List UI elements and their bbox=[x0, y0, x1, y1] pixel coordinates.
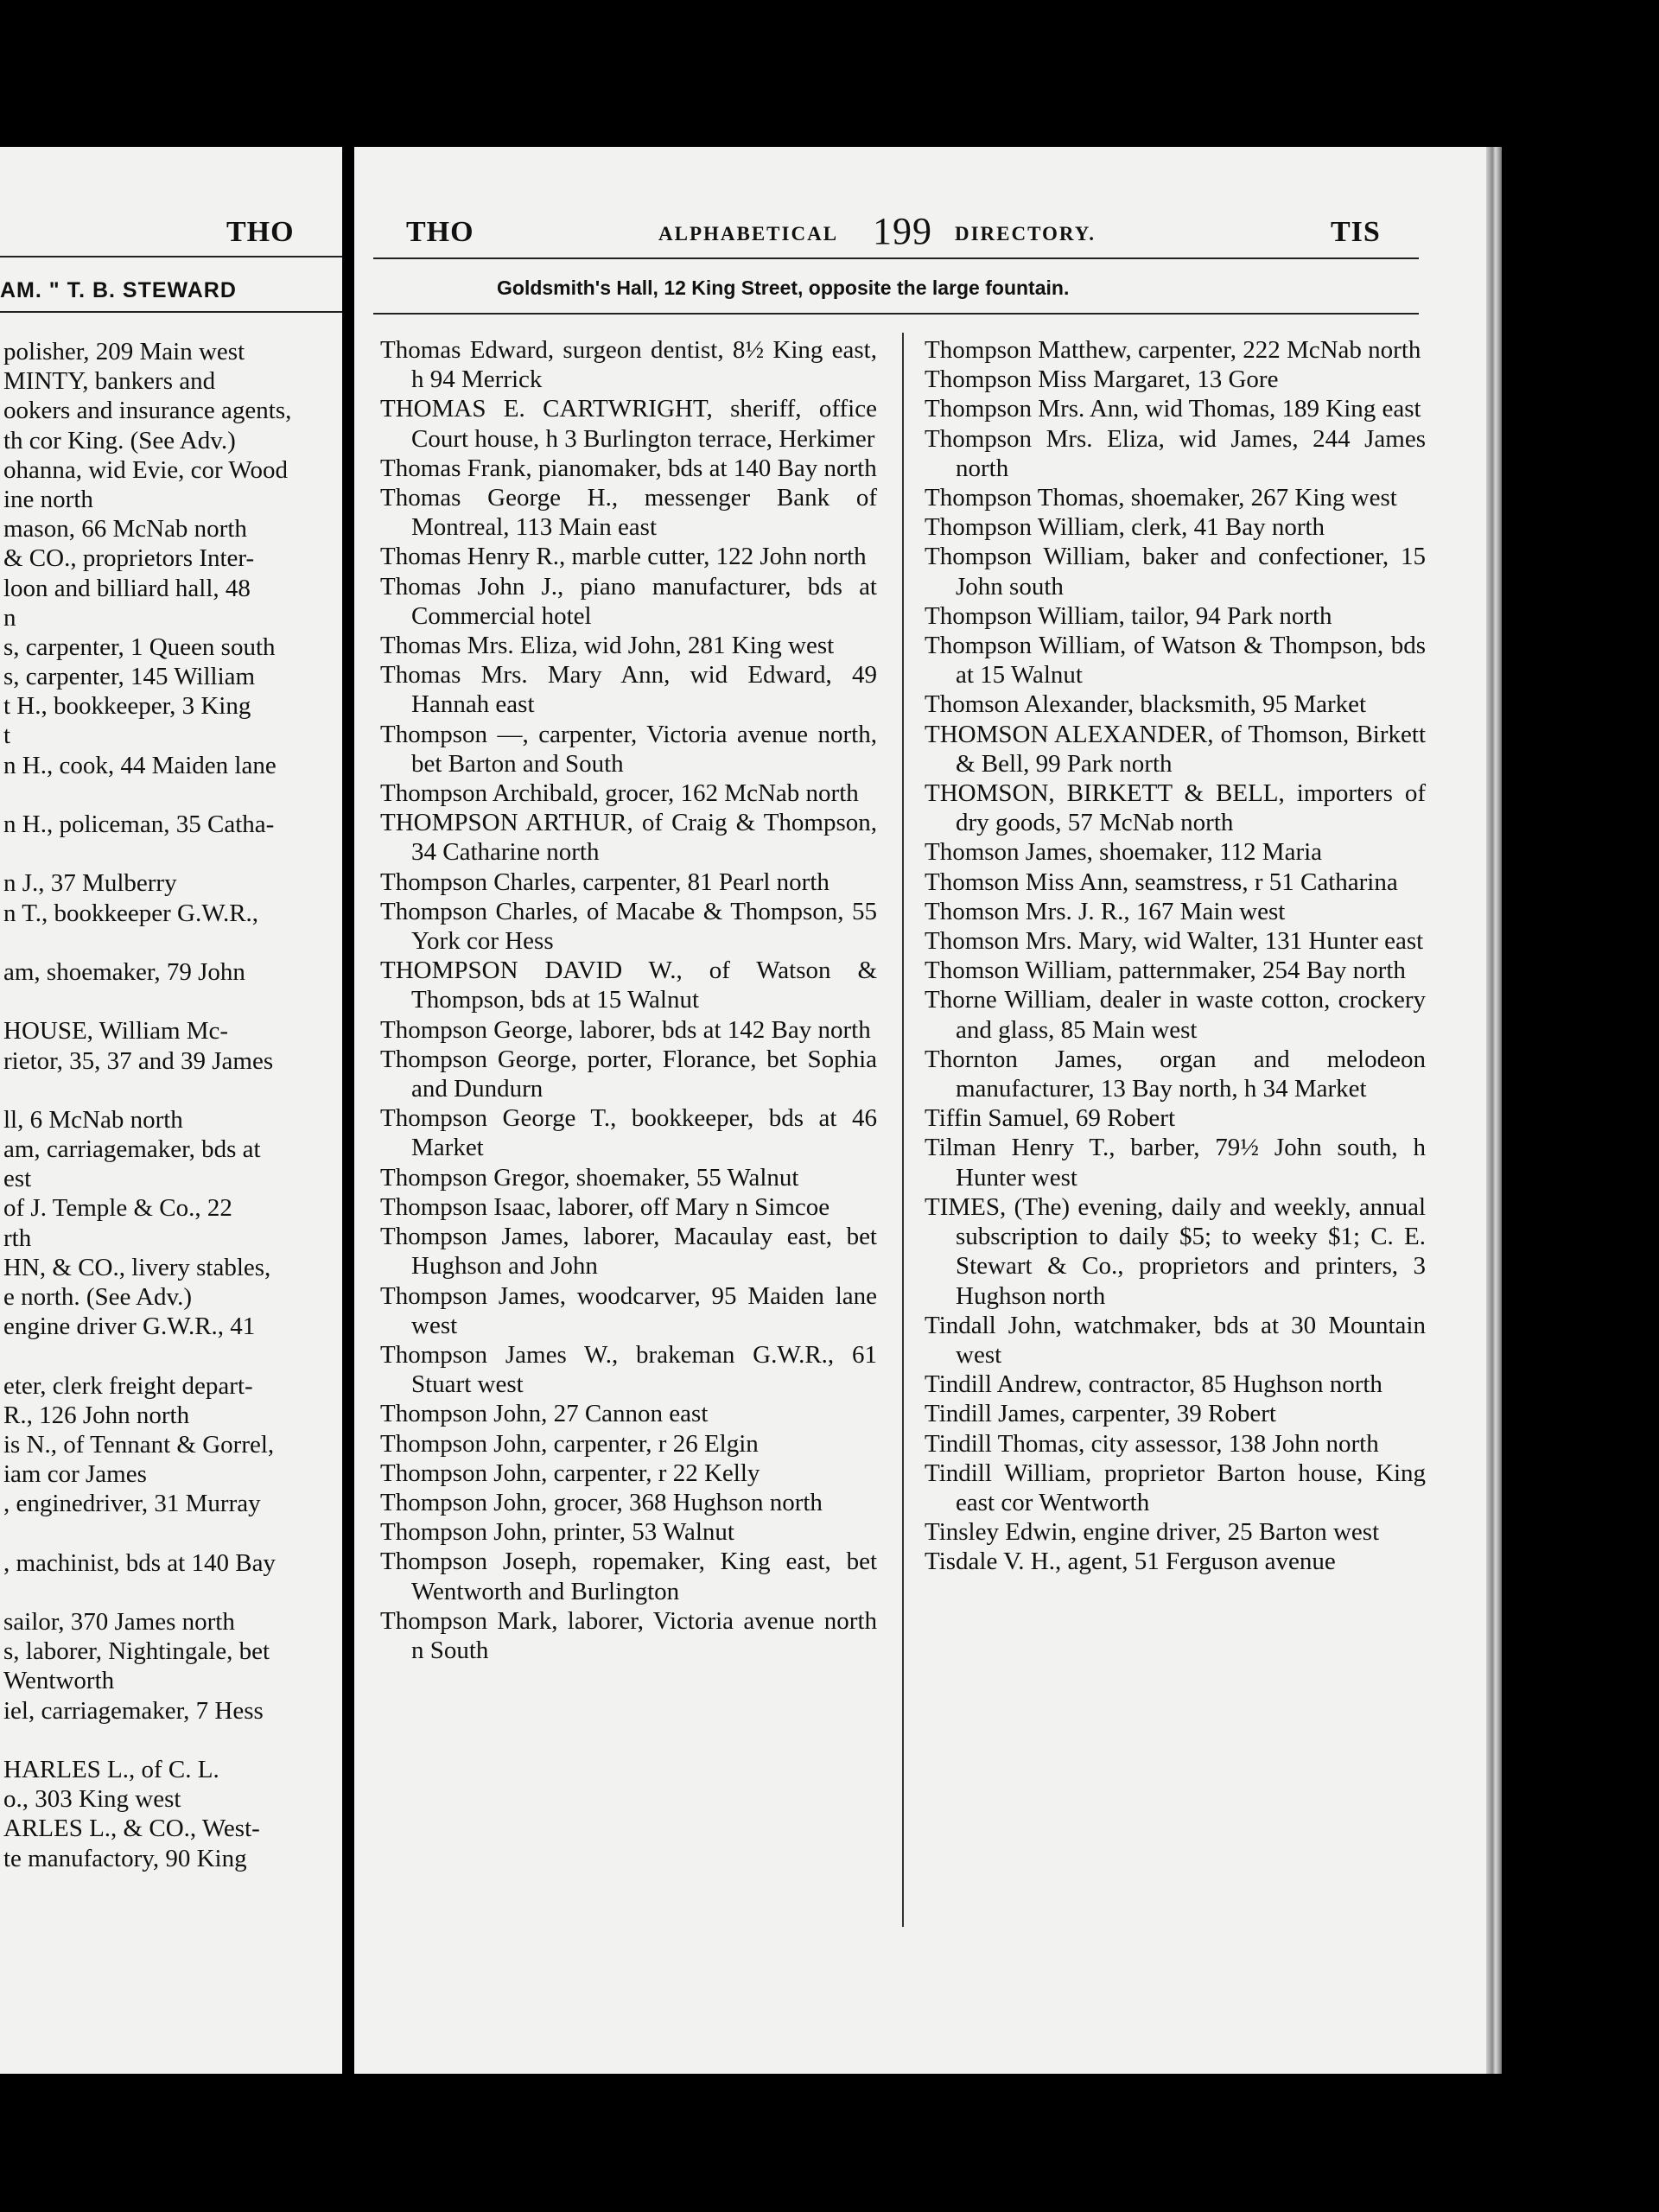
directory-line-fragment: t bbox=[3, 721, 11, 750]
directory-line-fragment: n bbox=[3, 603, 16, 632]
directory-entry: Tinsley Edwin, engine driver, 25 Barton west bbox=[925, 1518, 1380, 1547]
directory-line-fragment: est bbox=[3, 1165, 32, 1193]
directory-entry: Thompson John, carpenter, r 22 Kelly bbox=[380, 1459, 760, 1487]
directory-entry: THOMSON, BIRKETT & BELL, importers of dry goods, 57 McNab north bbox=[925, 779, 1426, 837]
directory-entry: Thomson Miss Ann, seamstress, r 51 Catharina bbox=[925, 868, 1398, 896]
directory-line-fragment: HARLES L., of C. L. bbox=[3, 1756, 219, 1783]
directory-entry: Thompson Mrs. Ann, wid Thomas, 189 King east bbox=[925, 395, 1421, 423]
directory-entry: Thompson William, of Watson & Thompson, bds at 15 Walnut bbox=[925, 632, 1426, 690]
directory-entry: Thompson Gregor, shoemaker, 55 Walnut bbox=[380, 1163, 799, 1192]
directory-entry: Thompson John, printer, 53 Walnut bbox=[380, 1518, 734, 1547]
directory-entry: Thompson —, carpenter, Victoria avenue north, bet Barton and South bbox=[380, 720, 877, 778]
directory-entry: TIMES, (The) evening, daily and weekly, annual subscription to daily $5; to weeky $1; C. E. Stewart & Co., proprietors and printers, 3 Hughson north bbox=[925, 1192, 1426, 1310]
directory-entry: Thomas Henry R., marble cutter, 122 John north bbox=[380, 543, 867, 571]
directory-line-fragment bbox=[3, 1519, 327, 1548]
directory-line-fragment: n J., 37 Mulberry bbox=[3, 869, 177, 898]
left-column bbox=[3, 337, 327, 1873]
directory-entry: Thomson James, shoemaker, 112 Maria bbox=[925, 838, 1323, 867]
directory-line-fragment bbox=[3, 1341, 327, 1370]
left-header-rule bbox=[0, 256, 342, 257]
directory-line-fragment: sailor, 370 James north bbox=[3, 1608, 235, 1637]
directory-entry: Thompson John, grocer, 368 Hughson north bbox=[380, 1488, 823, 1516]
directory-line-fragment: iam cor James bbox=[3, 1460, 147, 1489]
directory-entry: Thomas John J., piano manufacturer, bds at Commercial hotel bbox=[380, 572, 877, 630]
directory-entry: Thomson Mrs. J. R., 167 Main west bbox=[925, 897, 1286, 925]
directory-line-fragment: loon and billiard hall, 48 bbox=[3, 574, 251, 602]
directory-line-fragment: is N., of Tennant & Gorrel, bbox=[3, 1430, 275, 1459]
directory-entry: Tindill Andrew, contractor, 85 Hughson north bbox=[925, 1370, 1382, 1399]
directory-line-fragment: s, laborer, Nightingale, bet bbox=[3, 1637, 270, 1666]
directory-line-fragment: rietor, 35, 37 and 39 James bbox=[3, 1046, 274, 1075]
directory-line-fragment bbox=[3, 1578, 327, 1607]
directory-entry: Tisdale V. H., agent, 51 Ferguson avenue bbox=[925, 1548, 1336, 1576]
column-2 bbox=[925, 335, 1426, 1577]
directory-line-fragment: Wentworth bbox=[3, 1667, 115, 1695]
directory-entry: Tindall John, watchmaker, bds at 30 Mountain west bbox=[925, 1311, 1426, 1369]
header-rule bbox=[373, 257, 1419, 259]
left-banner-rule bbox=[0, 311, 342, 313]
directory-entry: Thompson James, woodcarver, 95 Maiden lane west bbox=[380, 1281, 877, 1339]
directory-line-fragment: & CO., proprietors Inter- bbox=[3, 544, 255, 573]
directory-line-fragment: s, carpenter, 1 Queen south bbox=[3, 632, 276, 661]
directory-entry: Thompson George, laborer, bds at 142 Bay north bbox=[380, 1015, 871, 1044]
running-header-left: THO bbox=[406, 216, 474, 248]
directory-entry: Thompson James W., brakeman G.W.R., 61 Stuart west bbox=[380, 1340, 877, 1399]
directory-line-fragment: eter, clerk freight depart- bbox=[3, 1371, 253, 1400]
directory-line-fragment: , enginedriver, 31 Murray bbox=[3, 1490, 261, 1518]
left-banner: AM. " T. B. STEWARD bbox=[0, 278, 237, 302]
directory-entry: Thomson Alexander, blacksmith, 95 Market bbox=[925, 690, 1367, 719]
left-page bbox=[0, 147, 342, 2074]
directory-line-fragment: ll, 6 McNab north bbox=[3, 1105, 183, 1134]
directory-entry: Thompson Isaac, laborer, off Mary n Simcoe bbox=[380, 1192, 830, 1221]
directory-line-fragment: mason, 66 McNab north bbox=[3, 515, 247, 543]
directory-entry: Thompson Thomas, shoemaker, 267 King west bbox=[925, 484, 1397, 512]
directory-entry: Thompson Mrs. Eliza, wid James, 244 James north bbox=[925, 424, 1426, 482]
directory-entry: Thomson Mrs. Mary, wid Walter, 131 Hunter east bbox=[925, 927, 1424, 956]
column-1 bbox=[380, 335, 877, 1665]
directory-line-fragment: ookers and insurance agents, bbox=[3, 397, 292, 425]
directory-entry: Tindill Thomas, city assessor, 138 John north bbox=[925, 1429, 1379, 1458]
directory-line-fragment: ARLES L., & CO., West- bbox=[3, 1815, 260, 1843]
directory-line-fragment: , machinist, bds at 140 Bay bbox=[3, 1548, 276, 1577]
page-banner: Goldsmith's Hall, 12 King Street, opposite the large fountain. bbox=[497, 276, 1070, 299]
directory-entry: THOMPSON DAVID W., of Watson & Thompson, bds at 15 Walnut bbox=[380, 957, 877, 1014]
directory-entry: Thornton James, organ and melodeon manufacturer, 13 Bay north, h 34 Market bbox=[925, 1045, 1426, 1103]
directory-entry: Thomas Mrs. Mary Ann, wid Edward, 49 Hannah east bbox=[380, 661, 877, 719]
directory-line-fragment: te manufactory, 90 King bbox=[3, 1844, 247, 1872]
running-header-alphabetical: ALPHABETICAL bbox=[658, 223, 839, 245]
directory-entry: Thompson James, laborer, Macaulay east, bet Hughson and John bbox=[380, 1223, 877, 1281]
left-running-header: THO bbox=[226, 216, 295, 248]
directory-line-fragment: engine driver G.W.R., 41 bbox=[3, 1313, 256, 1341]
directory-entry: Thomson William, patternmaker, 254 Bay north bbox=[925, 957, 1406, 985]
directory-line-fragment: n H., policeman, 35 Catha- bbox=[3, 810, 275, 838]
directory-entry: Thompson John, 27 Cannon east bbox=[380, 1400, 709, 1428]
directory-line-fragment: am, shoemaker, 79 John bbox=[3, 957, 245, 986]
directory-line-fragment: HN, & CO., livery stables, bbox=[3, 1253, 271, 1281]
directory-line-fragment: s, carpenter, 145 William bbox=[3, 663, 256, 691]
directory-line-fragment bbox=[3, 839, 327, 868]
running-header-directory: DIRECTORY. bbox=[955, 223, 1096, 245]
directory-line-fragment: of J. Temple & Co., 22 bbox=[3, 1194, 232, 1223]
directory-line-fragment: e north. (See Adv.) bbox=[3, 1283, 192, 1311]
directory-entry: Thompson Joseph, ropemaker, King east, bet Wentworth and Burlington bbox=[380, 1548, 877, 1605]
directory-line-fragment: t H., bookkeeper, 3 King bbox=[3, 692, 251, 721]
directory-line-fragment: n H., cook, 44 Maiden lane bbox=[3, 751, 276, 779]
directory-line-fragment: th cor King. (See Adv.) bbox=[3, 426, 236, 454]
directory-entry: Thorne William, dealer in waste cotton, crockery and glass, 85 Main west bbox=[925, 986, 1426, 1044]
directory-entry: Thompson William, baker and confectioner, 15 John south bbox=[925, 543, 1426, 601]
directory-entry: Tindill William, proprietor Barton house, King east cor Wentworth bbox=[925, 1459, 1426, 1516]
directory-entry: Thomas Mrs. Eliza, wid John, 281 King west bbox=[380, 632, 835, 660]
directory-line-fragment bbox=[3, 987, 327, 1016]
directory-entry: THOMSON ALEXANDER, of Thomson, Birkett & Bell, 99 Park north bbox=[925, 720, 1426, 778]
directory-line-fragment: ine north bbox=[3, 485, 93, 513]
directory-entry: THOMPSON ARTHUR, of Craig & Thompson, 34 Catharine north bbox=[380, 809, 877, 867]
directory-line-fragment bbox=[3, 780, 327, 810]
directory-entry: Thomas Frank, pianomaker, bds at 140 Bay north bbox=[380, 454, 877, 482]
directory-entry: Thompson Mark, laborer, Victoria avenue north n South bbox=[380, 1606, 877, 1664]
column-divider bbox=[902, 333, 904, 1927]
directory-line-fragment: am, carriagemaker, bds at bbox=[3, 1135, 261, 1164]
page-number: 199 bbox=[873, 210, 932, 252]
directory-line-fragment: ohanna, wid Evie, cor Wood bbox=[3, 455, 288, 484]
banner-rule bbox=[373, 313, 1419, 315]
directory-entry: Thompson Charles, of Macabe & Thompson, 55 York cor Hess bbox=[380, 897, 877, 956]
directory-entry: Tindill James, carpenter, 39 Robert bbox=[925, 1400, 1276, 1428]
directory-entry: Thompson William, clerk, 41 Bay north bbox=[925, 513, 1325, 542]
directory-entry: Tilman Henry T., barber, 79½ John south, h Hunter west bbox=[925, 1134, 1426, 1192]
directory-line-fragment: rth bbox=[3, 1224, 32, 1252]
directory-entry: Thompson George T., bookkeeper, bds at 46 Market bbox=[380, 1104, 877, 1162]
directory-line-fragment bbox=[3, 928, 327, 957]
directory-entry: Thomas Edward, surgeon dentist, 8½ King east, h 94 Merrick bbox=[380, 336, 877, 394]
directory-entry: Tiffin Samuel, 69 Robert bbox=[925, 1104, 1176, 1133]
directory-line-fragment: polisher, 209 Main west bbox=[3, 338, 245, 365]
directory-entry: Thompson John, carpenter, r 26 Elgin bbox=[380, 1429, 759, 1458]
directory-entry: Thomas George H., messenger Bank of Montreal, 113 Main east bbox=[380, 484, 877, 542]
page-edge bbox=[1486, 147, 1502, 2074]
directory-line-fragment bbox=[3, 1726, 327, 1755]
directory-entry: Thompson Archibald, grocer, 162 McNab north bbox=[380, 779, 859, 808]
directory-line-fragment: R., 126 John north bbox=[3, 1401, 190, 1429]
directory-line-fragment: iel, carriagemaker, 7 Hess bbox=[3, 1696, 264, 1725]
directory-line-fragment bbox=[3, 1076, 327, 1105]
directory-entry: Thompson Matthew, carpenter, 222 McNab north bbox=[925, 336, 1421, 364]
directory-entry: Thompson William, tailor, 94 Park north bbox=[925, 601, 1332, 630]
directory-line-fragment: HOUSE, William Mc- bbox=[3, 1017, 229, 1046]
right-page bbox=[354, 147, 1486, 2074]
directory-line-fragment: o., 303 King west bbox=[3, 1785, 181, 1814]
directory-entry: Thompson George, porter, Florance, bet Sophia and Dundurn bbox=[380, 1045, 877, 1103]
directory-entry: THOMAS E. CARTWRIGHT, sheriff, office Court house, h 3 Burlington terrace, Herkimer bbox=[380, 395, 877, 453]
directory-entry: Thompson Charles, carpenter, 81 Pearl north bbox=[380, 868, 830, 896]
directory-line-fragment: n T., bookkeeper G.W.R., bbox=[3, 899, 259, 927]
running-header-right: TIS bbox=[1331, 216, 1381, 248]
directory-entry: Thompson Miss Margaret, 13 Gore bbox=[925, 365, 1279, 394]
directory-line-fragment: MINTY, bankers and bbox=[3, 367, 216, 396]
